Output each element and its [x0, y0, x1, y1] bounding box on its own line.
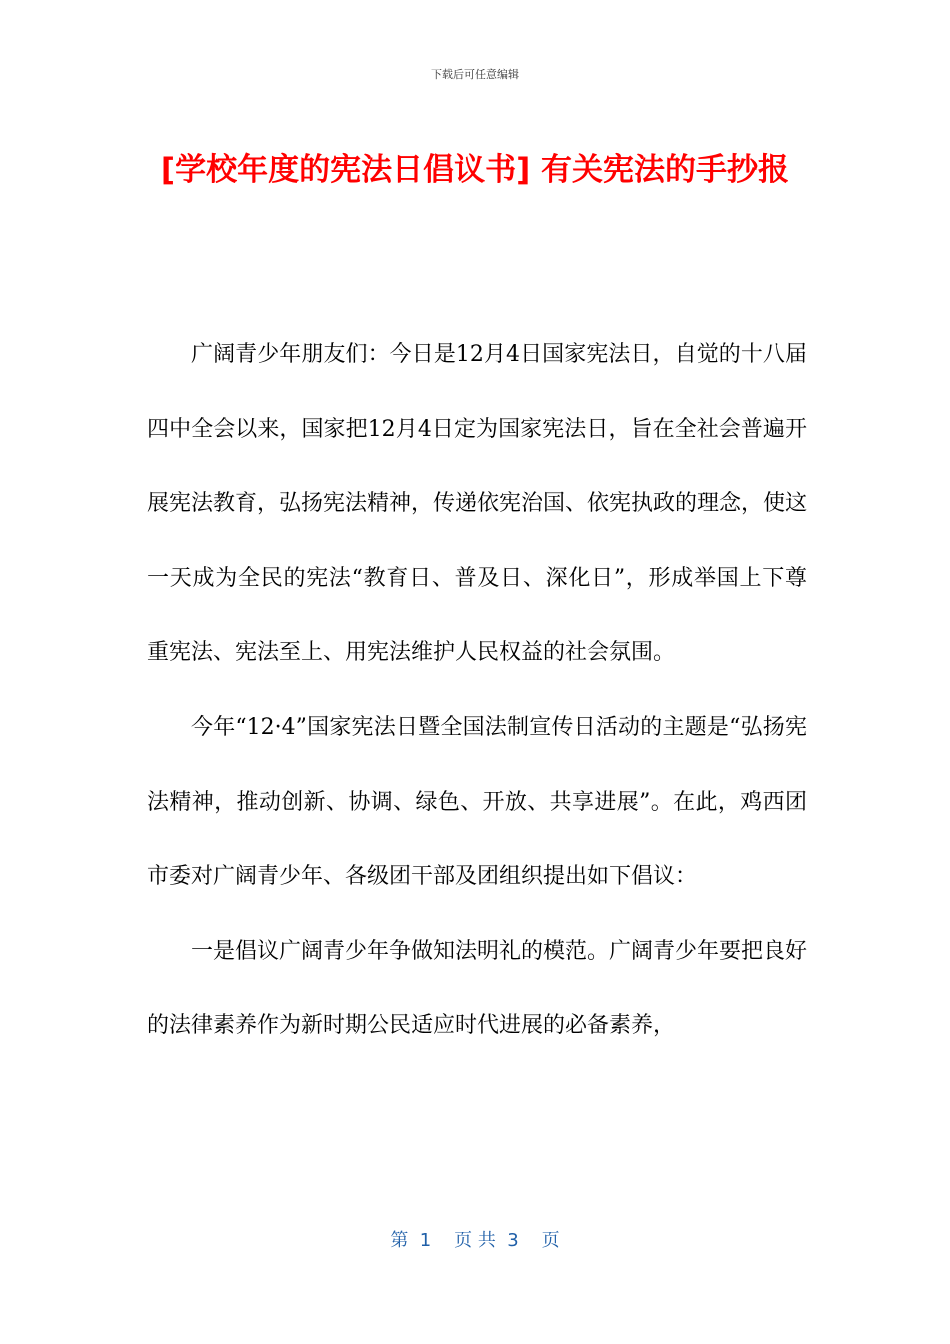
paragraph-2: 今年“12·4”国家宪法日暨全国法制宣传日活动的主题是“弘扬宪法精神，推动创新、协调、绿色、开放、共享进展”。在此，鸡西团市委对广阔青少年、各级团干部及团组织提出如下倡议：	[147, 714, 807, 890]
paragraph-3: 一是倡议广阔青少年争做知法明礼的模范。广阔青少年要把良好的法律素养作为新时期公民适应时代进展的必备素养，	[147, 938, 808, 1039]
document-body	[147, 318, 807, 1064]
paragraph-1: 广阔青少年朋友们：今日是12月4日国家宪法日，自觉的十八届四中全会以来，国家把12月4日定为国家宪法日，旨在全社会普遍开展宪法教育，弘扬宪法精神，传递依宪治国、依宪执政的理念，使这一天成为全民的宪法“教育日、普及日、深化日”，形成举国上下尊重宪法、宪法至上、用宪法维护人民权益的社会氛围。	[147, 342, 808, 666]
header-note: 下载后可任意编辑	[431, 68, 519, 81]
page-number-footer: 第 1 页 共 3 页	[390, 1230, 560, 1251]
page-title: [学校年度的宪法日倡议书] 有关宪法的手抄报	[160, 152, 790, 188]
